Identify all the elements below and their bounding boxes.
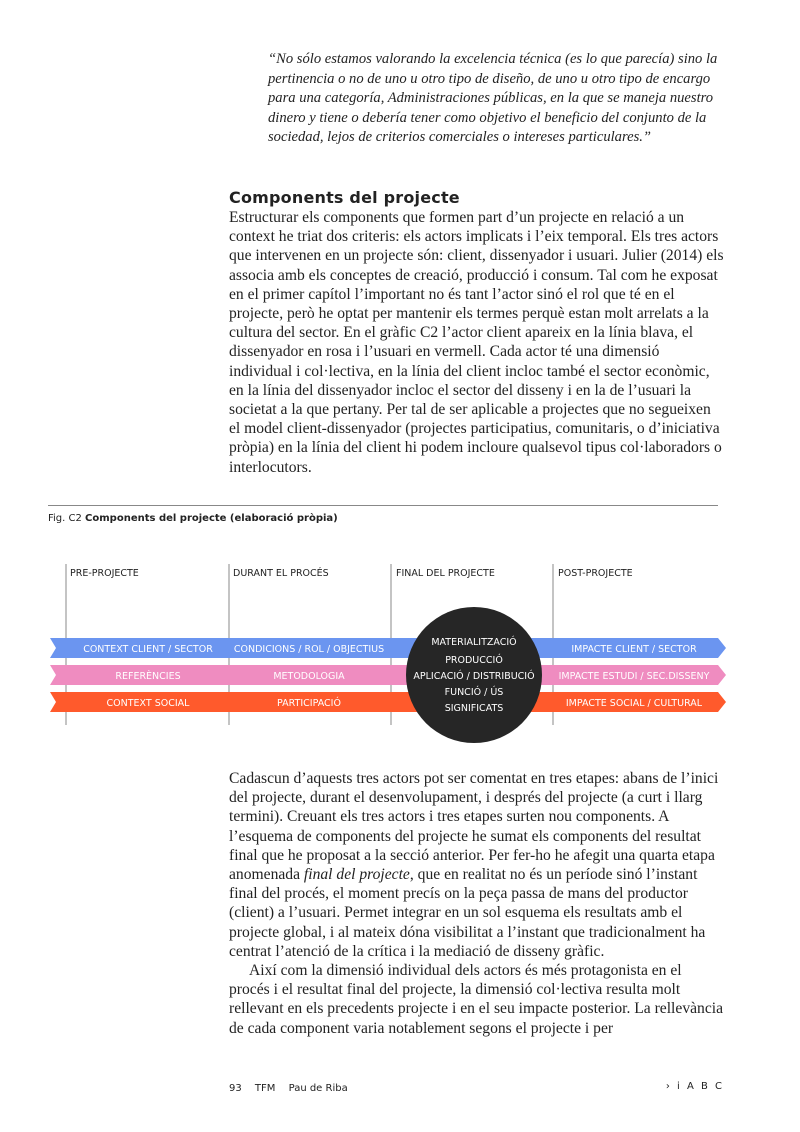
lane-label: CONDICIONS / ROL / OBJECTIUS — [233, 644, 385, 655]
footer — [229, 1083, 358, 1094]
footer-author: Pau de Riba — [288, 1083, 348, 1094]
text-span: Cadascun d’aquests tres actors pot ser comentat en tres etapes: abans de l’inici del projecte, durant el desenvolupament, i després del projecte (a curt i llarg termini). Creuant els tres actors i tres etapes surten nou components. A l’esquema de components del projecte he sumat els components del resultat final que he proposat a la secció anterior. Per fer-ho he afegit una quarta etapa anomenada — [229, 770, 719, 884]
lane-label: CONTEXT CLIENT / SECTOR — [83, 644, 213, 655]
lane-label: IMPACTE ESTUDI / SEC.DISSENY — [558, 671, 710, 682]
paragraph: Així com la dimensió individual dels actors és més protagonista en el procés i el resultat final del projecte, la dimensió col·lectiva resulta molt rellevant en els precedents projecte i en el seu impacte posterior. La rellevància de cada component varia notablement segons el projecte i per — [229, 962, 724, 1037]
caption-prefix: Fig. C2 — [48, 513, 82, 524]
phase-label-pre: PRE-PROJECTE — [70, 568, 139, 579]
phase-label-durant: DURANT EL PROCÉS — [233, 568, 329, 579]
page-number: 93 — [229, 1083, 242, 1094]
quote-block — [268, 50, 730, 148]
center-label: APLICACIÓ / DISTRIBUCIÓ — [413, 671, 535, 682]
text-span: , que en realitat no és un període sinó l’instant final del procés, el moment precís on la peça passa de mans del productor (client) a l’usuari. Permet integrar en un sol esquema els resultats amb el projecte global, i al mateix dóna visibilitat a l’instant que tradicionalment ha centrat l’atenció de la crítica i la mediació de disseny gràfic. — [229, 866, 706, 960]
paragraph — [229, 769, 725, 961]
center-label: PRODUCCIÓ — [445, 655, 503, 666]
lane-label: REFERÈNCIES — [115, 671, 181, 682]
phase-label-final: FINAL DEL PROJECTE — [396, 568, 495, 579]
caption-title: Components del projecte (elaboració pròpia) — [85, 513, 338, 524]
paragraph: Estructurar els components que formen part d’un projecte en relació a un context he triat dos criteris: els actors implicats i l’eix temporal. Els tres actors que intervenen en un projecte són: client, dissenyador i usuari. Julier (2014) els associa amb els conceptes de creació, producció i consum. Tal com he exposat en el primer capítol l’important no és tant l’actor sinó el rol que té en el projecte, però he optat per mantenir els termes perquè estan molt arrelats a la cultura del sector. En el gràfic C2 l’actor client apareix en la línia blava, el dissenyador en rosa i l’usuari en vermell. Cada actor té una dimensió individual i col·lectiva, en la línia del client incloc també el sector econòmic, en la línia del dissenyador incloc el sector del disseny i en la de l’usuari la societat a la que pertany. Per tal de ser aplicable a projectes que no segueixen el model client-dissenyador (projectes participatius, comunitaris, o d’iniciativa pròpia) en la línia del client hi podem incloure qualsevol tipus col·laboradors o interlocutors. — [229, 209, 724, 476]
quote-text: “No sólo estamos valorando la excelencia técnica (es lo que parecía) sino la pertinencia o no de uno u otro tipo de diseño, de uno u otro tipo de encargo para una categoría, Administraciones públicas, en la que se maneja nuestro dinero y tiene o debería tener como objetivo el beneficio del conjunto de la sociedad, lejos de criterios comerciales o intereses particulares.” — [268, 51, 718, 146]
footer-label: TFM — [254, 1083, 276, 1094]
center-label: FUNCIÓ / ÚS — [444, 687, 504, 698]
section-title: Components del projecte — [229, 188, 460, 207]
body-text-1 — [229, 208, 725, 477]
emphasis: final del projecte — [303, 866, 410, 884]
footer-nav[interactable]: › i A B C — [665, 1081, 724, 1092]
lane-label: IMPACTE SOCIAL / CULTURAL — [565, 698, 703, 709]
figure-caption — [48, 513, 338, 524]
center-label: MATERIALITZACIÓ — [431, 637, 517, 648]
lane-label: PARTICIPACIÓ — [277, 698, 341, 709]
lane-label: IMPACTE CLIENT / SECTOR — [571, 644, 697, 655]
body-text-2 — [229, 769, 725, 1038]
lane-label: CONTEXT SOCIAL — [106, 698, 190, 709]
phase-label-post: POST-PROJECTE — [558, 568, 633, 579]
center-label: SIGNIFICATS — [444, 703, 504, 714]
divider — [48, 505, 718, 506]
components-diagram — [0, 540, 800, 750]
lane-label: METODOLOGIA — [273, 671, 345, 682]
